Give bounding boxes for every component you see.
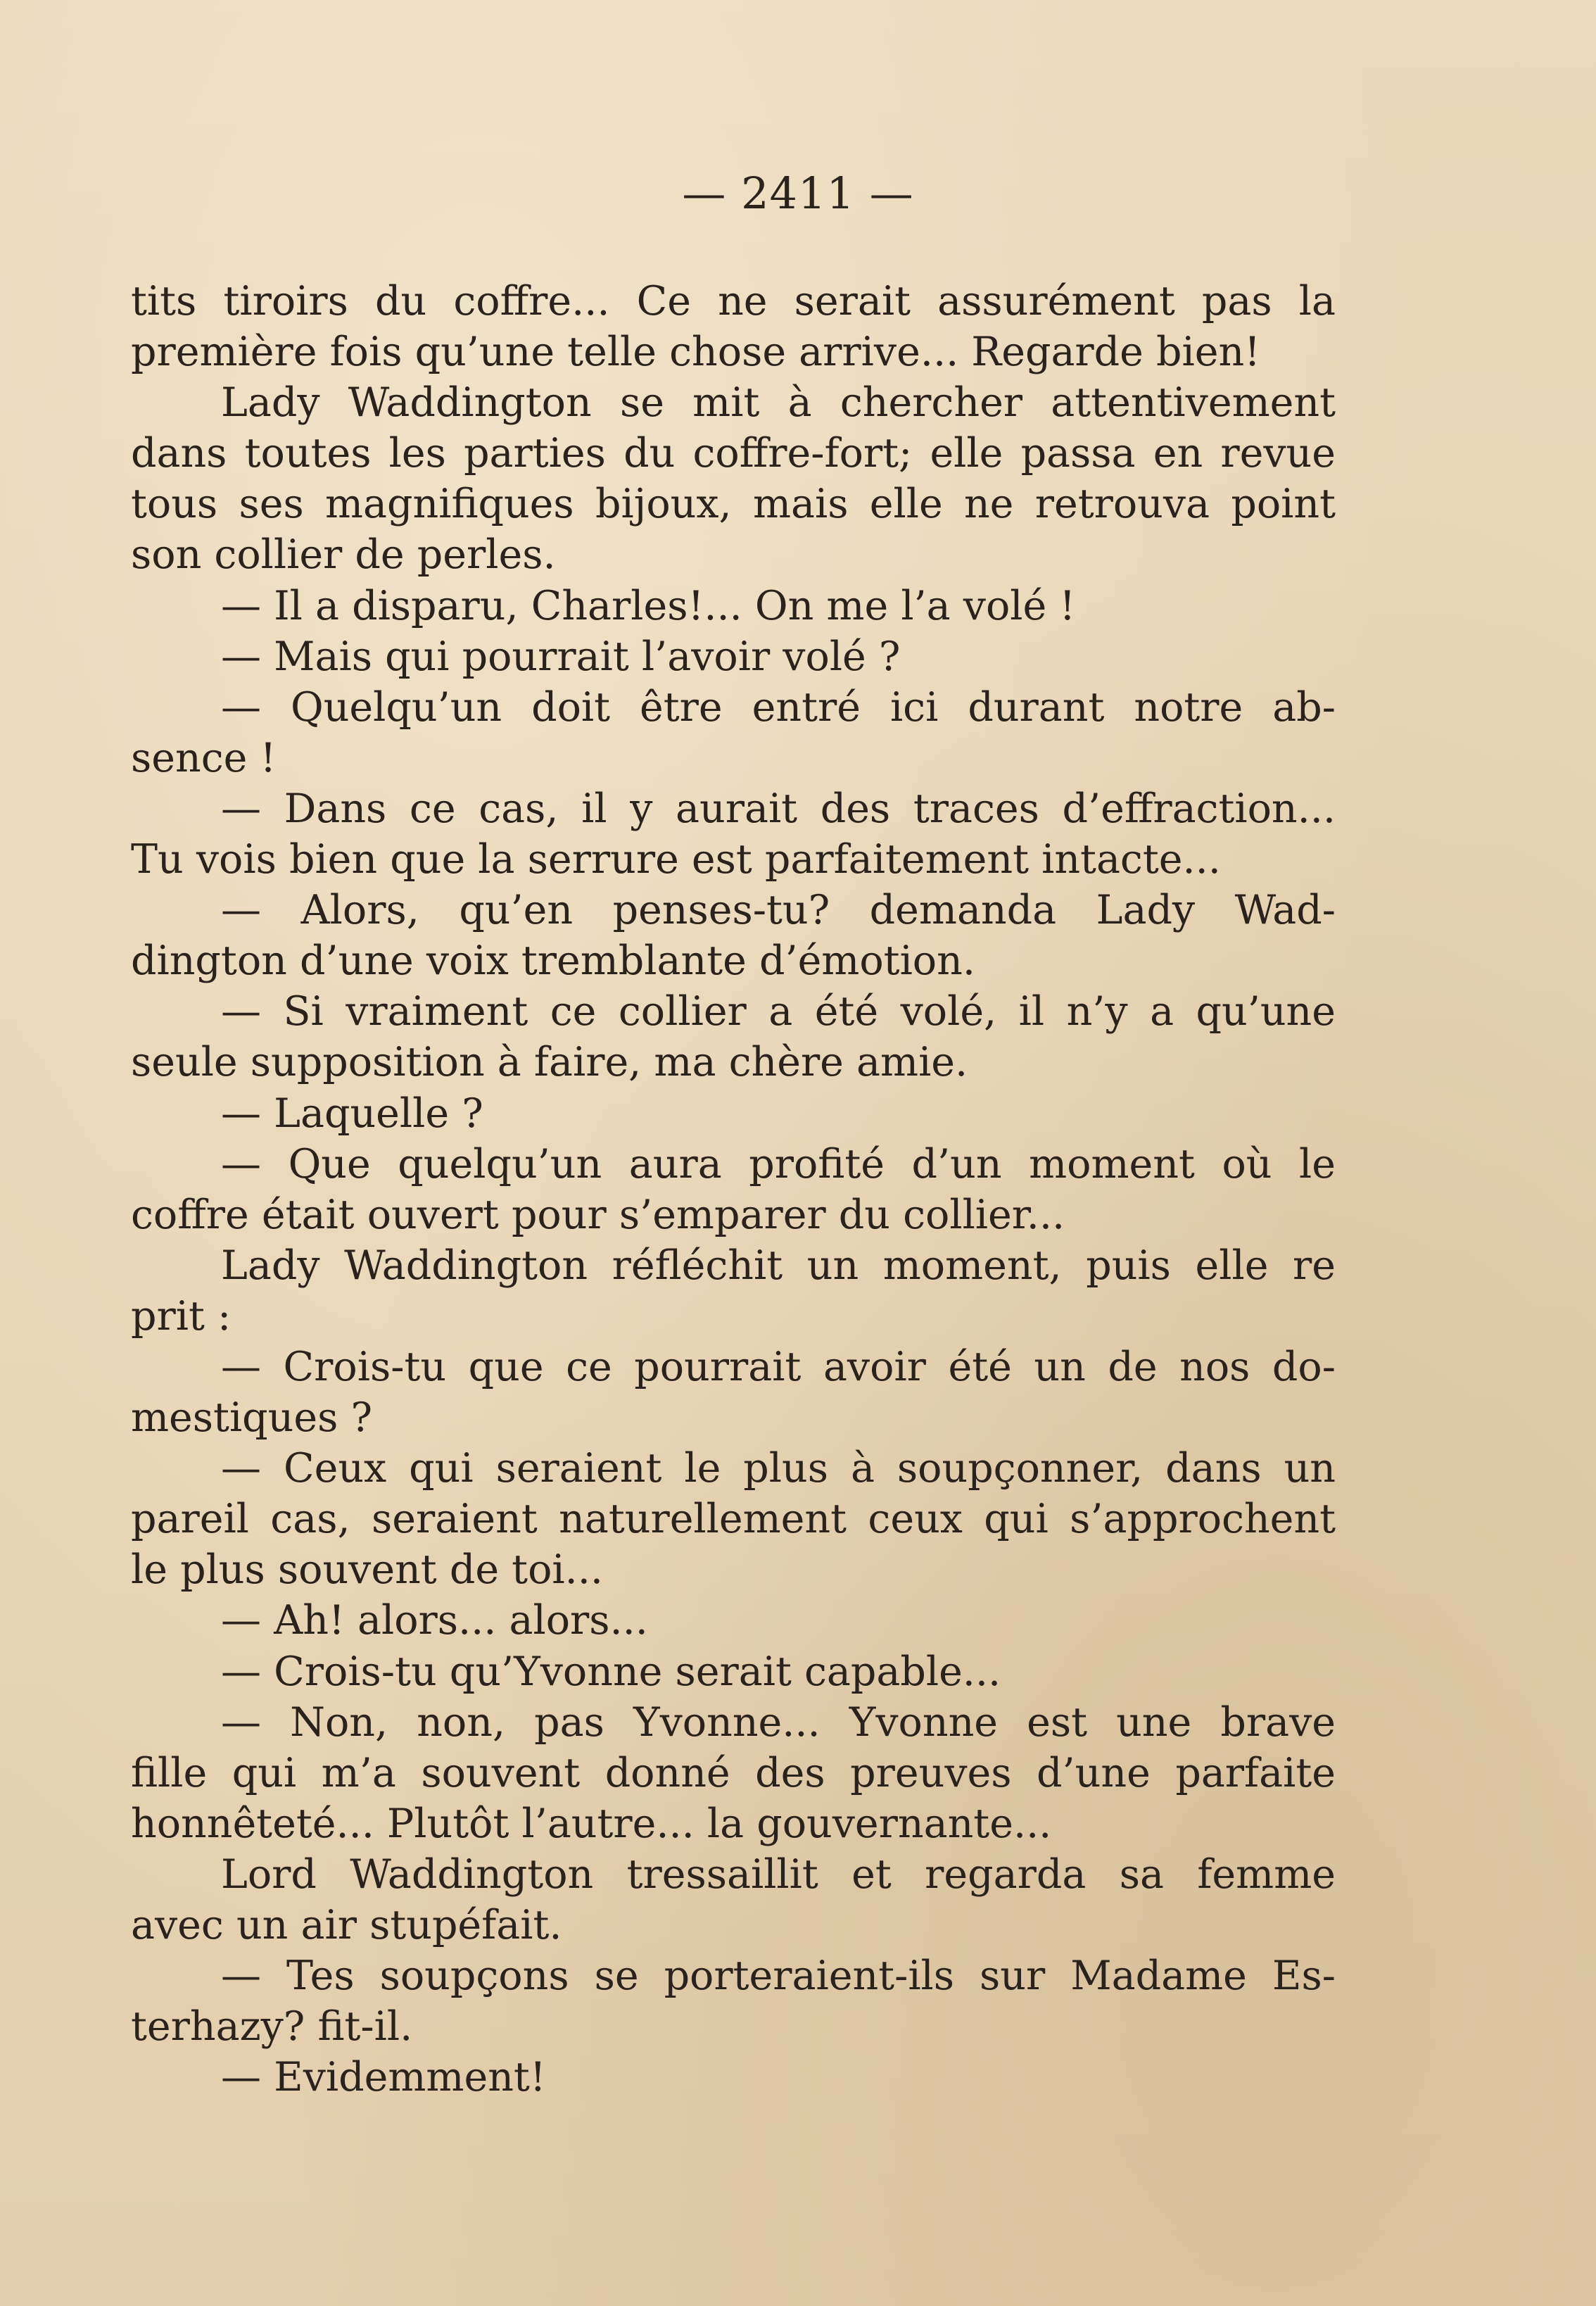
text-line: mestiques ? — [131, 1394, 373, 1442]
text-line: terhazy? fit-il. — [131, 2003, 413, 2050]
text-line: son collier de perles. — [131, 531, 556, 579]
text-line: — Dans ce cas, il y aurait des traces d’effraction... — [221, 785, 1336, 832]
text-line: — Mais qui pourrait l’avoir volé ? — [221, 633, 901, 680]
body-text — [131, 276, 1336, 2103]
text-line: — Ah! alors... alors... — [221, 1597, 648, 1644]
text-line: honnêteté... Plutôt l’autre... la gouvernante... — [131, 1800, 1052, 1847]
text-line: dington d’une voix tremblante d’émotion. — [131, 938, 975, 985]
text-line: Tu vois bien que la serrure est parfaitement intacte... — [131, 836, 1221, 883]
text-line: sence ! — [131, 734, 277, 781]
text-line: tits tiroirs du coffre... Ce ne serait assurément pas la — [131, 278, 1336, 325]
text-line: le plus souvent de toi... — [131, 1546, 603, 1594]
text-line: — Non, non, pas Yvonne... Yvonne est une brave — [221, 1699, 1336, 1746]
text-line: — Crois-tu que ce pourrait avoir été un de nos do- — [221, 1343, 1336, 1390]
text-line: Lady Waddington réfléchit un moment, puis elle re — [221, 1242, 1336, 1289]
text-line: — Ceux qui seraient le plus à soupçonner, dans un — [221, 1445, 1336, 1492]
text-line: — Si vraiment ce collier a été volé, il n’y a qu’une — [221, 988, 1336, 1035]
text-line: — Crois-tu qu’Yvonne serait capable... — [221, 1648, 1001, 1695]
text-line: coffre était ouvert pour s’emparer du collier... — [131, 1191, 1065, 1238]
text-line: Lady Waddington se mit à chercher attentivement — [221, 379, 1336, 427]
text-line: dans toutes les parties du coffre-fort; elle passa en revue — [131, 430, 1336, 477]
text-line: seule supposition à faire, ma chère amie. — [131, 1039, 968, 1086]
text-line: — Alors, qu’en penses-tu? demanda Lady Wad- — [221, 887, 1336, 934]
text-line: — Evidemment! — [221, 2054, 546, 2101]
text-line: — Il a disparu, Charles!... On me l’a volé ! — [221, 582, 1076, 629]
text-line: — Laquelle ? — [221, 1090, 483, 1137]
text-line: première fois qu’une telle chose arrive... Regarde bien! — [131, 329, 1261, 376]
text-line: fille qui m’a souvent donné des preuves d’une parfaite — [131, 1749, 1336, 1796]
text-line: — Tes soupçons se porteraient-ils sur Madame Es- — [221, 1953, 1336, 2000]
text-line: — Quelqu’un doit être entré ici durant notre ab- — [221, 683, 1336, 731]
text-line: avec un air stupéfait. — [131, 1902, 562, 1948]
text-line: pareil cas, seraient naturellement ceux qui s’approchent — [131, 1496, 1336, 1543]
text-line: prit : — [131, 1292, 232, 1340]
text-line: — Que quelqu’un aura profité d’un moment où le — [221, 1140, 1336, 1187]
text-line: tous ses magnifiques bijoux, mais elle ne retrouva point — [131, 481, 1336, 528]
text-line: Lord Waddington tressaillit et regarda sa femme — [221, 1851, 1336, 1898]
page-number: — 2411 — — [682, 168, 914, 219]
